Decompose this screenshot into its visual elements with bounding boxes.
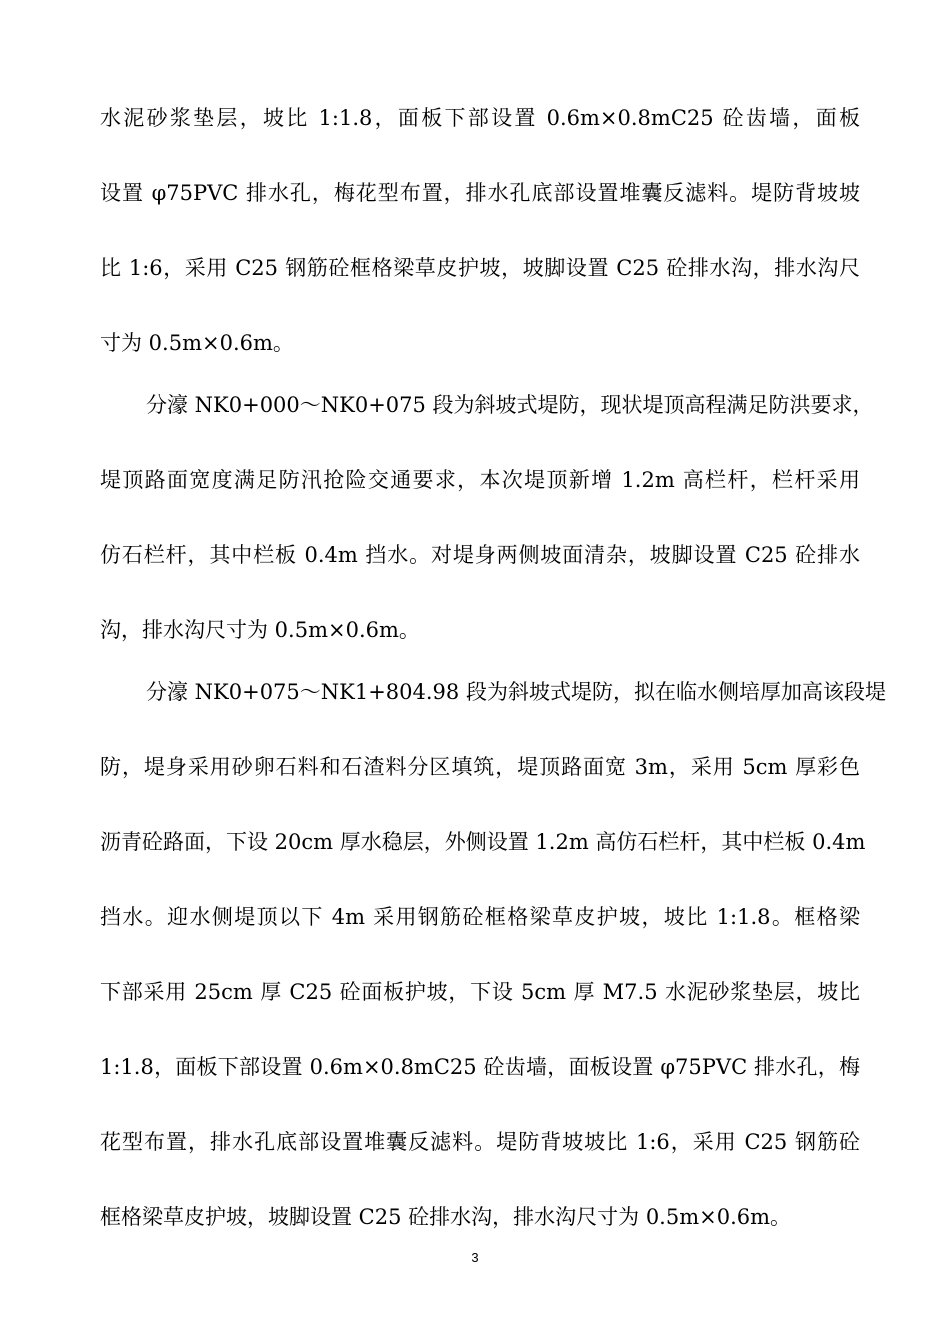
text-line: 框格梁草皮护坡，坡脚设置 C25 砼排水沟，排水沟尺寸为 0.5m×0.6m。 xyxy=(100,1205,792,1229)
text-line: 设置 φ75PVC 排水孔，梅花型布置，排水孔底部设置堆囊反滤料。堤防背坡坡 xyxy=(100,181,860,205)
text-line: 仿石栏杆，其中栏板 0.4m 挡水。对堤身两侧坡面清杂，坡脚设置 C25 砼排水 xyxy=(100,543,860,567)
text-line: 沥青砼路面，下设 20cm 厚水稳层，外侧设置 1.2m 高仿石栏杆，其中栏板 0.4m xyxy=(100,830,866,854)
text-line: 沟，排水沟尺寸为 0.5m×0.6m。 xyxy=(100,618,420,642)
text-line: 寸为 0.5m×0.6m。 xyxy=(100,331,294,355)
text-line: 花型布置，排水孔底部设置堆囊反滤料。堤防背坡坡比 1:6，采用 C25 钢筋砼 xyxy=(100,1130,860,1154)
text-line: 堤顶路面宽度满足防汛抢险交通要求，本次堤顶新增 1.2m 高栏杆，栏杆采用 xyxy=(100,468,860,492)
text-line: 下部采用 25cm 厚 C25 砼面板护坡，下设 5cm 厚 M7.5 水泥砂浆垫层，坡比 xyxy=(100,980,860,1004)
text-line: 1:1.8，面板下部设置 0.6m×0.8mC25 砼齿墙，面板设置 φ75PVC 排水孔，梅 xyxy=(100,1055,860,1079)
text-line: 比 1:6，采用 C25 钢筋砼框格梁草皮护坡，坡脚设置 C25 砼排水沟，排水沟尺 xyxy=(100,256,860,280)
text-line: 分濠 NK0+075～NK1+804.98 段为斜坡式堤防，拟在临水侧培厚加高该段堤 xyxy=(146,680,886,704)
text-line: 挡水。迎水侧堤顶以下 4m 采用钢筋砼框格梁草皮护坡，坡比 1:1.8。框格梁 xyxy=(100,905,860,929)
text-line: 防，堤身采用砂卵石料和石渣料分区填筑，堤顶路面宽 3m，采用 5cm 厚彩色 xyxy=(100,755,860,779)
text-line: 分濠 NK0+000～NK0+075 段为斜坡式堤防，现状堤顶高程满足防洪要求， xyxy=(146,393,874,417)
text-line: 水泥砂浆垫层，坡比 1:1.8，面板下部设置 0.6m×0.8mC25 砼齿墙，面板 xyxy=(100,106,860,130)
page-number: 3 xyxy=(471,1250,479,1265)
